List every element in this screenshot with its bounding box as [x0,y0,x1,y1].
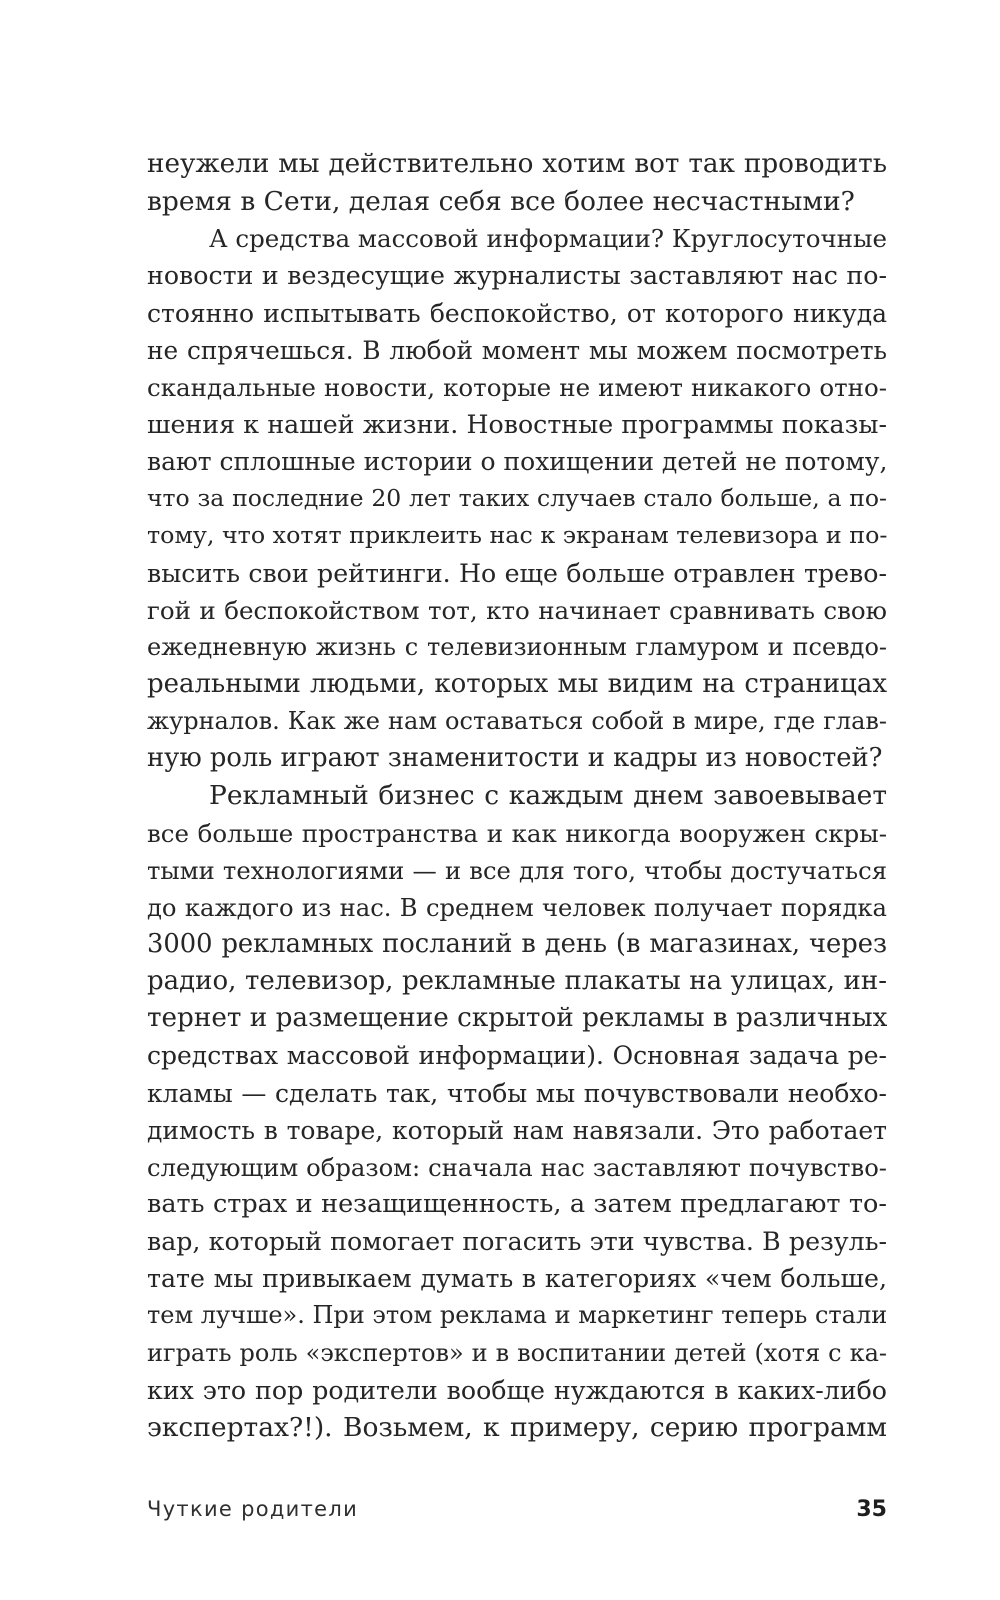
text-line: скандальные новости, которые не имеют никакого отно- [147,372,887,402]
text-line: не спрячешься. В любой момент мы можем посмотреть [147,335,887,365]
text-line: до каждого из нас. В среднем человек получает порядка [147,892,887,922]
page-footer [147,1494,887,1524]
text-line: стоянно испытывать беспокойство, от которого никуда [147,298,887,328]
running-title: Чуткие родители [147,1497,359,1521]
text-line: ную роль играют знаменитости и кадры из новостей? [147,743,883,774]
text-line: экспертах?!). Возьмем, к примеру, серию программ [147,1411,887,1443]
text-line: играть роль «экспертов» и в воспитании детей (хотя с ка- [147,1338,887,1367]
text-line: 3000 рекламных посланий в день (в магазинах, через [147,928,887,959]
text-line: ежедневную жизнь с телевизионным гламуром и псевдо- [147,632,887,661]
text-line: тыми технологиями — и все для того, чтобы достучаться [147,855,887,885]
text-line: тернет и размещение скрытой рекламы в различных [147,1003,887,1034]
text-line: что за последние 20 лет таких случаев стало больше, а по- [147,484,887,513]
text-line: Рекламный бизнес с каждым днем завоевывает [209,780,887,812]
text-line: вают сплошные истории о похищении детей не потому, [147,447,887,477]
text-line: шения к нашей жизни. Новостные программы показы- [147,409,887,439]
page-number: 35 [856,1496,887,1522]
text-line: журналов. Как же нам оставаться собой в мире, где глав- [147,707,887,736]
text-line: радио, телевизор, рекламные плакаты на улицах, ин- [147,966,887,997]
text-line: все больше пространства и как никогда вооружен скры- [147,818,887,848]
text-line: тому, что хотят приклеить нас к экранам телевизора и по- [147,521,887,550]
text-line: тем лучше». При этом реклама и маркетинг теперь стали [147,1301,887,1330]
text-line: А средства массовой информации? Круглосуточные [209,224,887,254]
body-text [147,146,887,1446]
text-line: ких это пор родители вообще нуждаются в каких-либо [147,1375,887,1405]
text-line: тате мы привыкаем думать в категориях «чем больше, [147,1264,887,1294]
text-line: высить свои рейтинги. Но еще больше отравлен трево- [147,558,887,588]
text-line: димость в товаре, который нам навязали. Это работает [147,1115,887,1145]
text-line: средствах массовой информации). Основная задача ре- [147,1041,887,1071]
text-line: вар, который помогает погасить эти чувства. В резуль- [147,1227,887,1257]
text-line: следующим образом: сначала нас заставляют почувство- [147,1152,887,1182]
text-line: реальными людьми, которых мы видим на страницах [147,668,887,699]
text-line: время в Сети, делая себя все более несчастными? [147,186,855,218]
text-line: вать страх и незащищенность, а затем предлагают то- [147,1188,887,1219]
text-line: новости и вездесущие журналисты заставляют нас по- [147,261,887,291]
text-line: неужели мы действительно хотим вот так проводить [147,149,887,179]
text-line: гой и беспокойством тот, кто начинает сравнивать свою [147,595,887,625]
text-line: кламы — сделать так, чтобы мы почувствовали необхо- [147,1078,887,1108]
